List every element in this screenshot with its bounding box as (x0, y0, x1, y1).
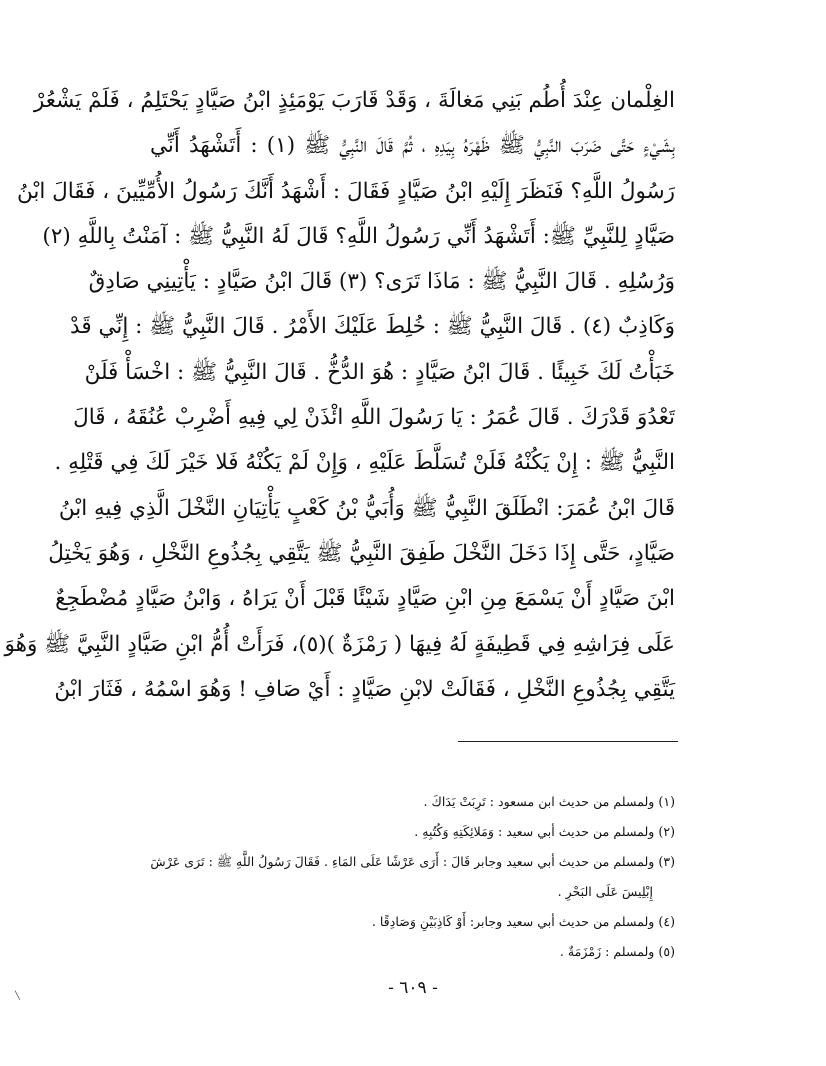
text-line: ابْنَ صَيَّادٍ أَنْ يَسْمَعَ مِنِ ابْنِ صَيَّادٍ شَيْئًا قَبْلَ أَنْ يَرَاهُ ، وَابْنُ صَيَّادٍ مُضْطَجِعٌ (55, 586, 675, 612)
footnotes-section (140, 787, 675, 967)
scan-speck: ╲ (15, 991, 20, 1000)
text-line: عَلَى فِرَاشِهِ فِي قَطِيفَةٍ لَهُ فِيهَا ( رَمْزَةٌ )(٥)، فَرَأَتْ أُمُّ ابْنِ صَيَّادٍ النَّبِيَّ ﷺ وَهُوَ (4, 631, 675, 657)
text-line: قَالَ ابْنُ عُمَرَ: انْطَلَقَ النَّبِيُّ ﷺ وَأُبَيُّ بْنُ كَعْبٍ يَأْتِيَانِ النَّخْلَ الَّذِي فِيهِ ابْنُ (58, 495, 675, 521)
footnote-4: (٤) ولمسلم من حديث أبي سعيد وجابر: أَوْ كَاذِبَيْنِ وَصَادِقًا . (371, 914, 675, 929)
footnote-2: (٢) ولمسلم من حديث أبي سعيد : وَمَلائِكَتِهِ وَكُتُبِهِ . (414, 824, 675, 839)
text-line: النَّبِيُّ ﷺ : إِنْ يَكُنْهُ فَلَنْ تُسَلَّطَ عَلَيْهِ ، وَإِنْ لَمْ يَكُنْهُ فَلا خَيْرَ لَكَ فِي قَتْلِهِ . (54, 450, 675, 476)
text-line: صَيَّادٍ، حَتَّى إِذَا دَخَلَ النَّخْلَ طَفِقَ النَّبِيُّ ﷺ يَتَّقِي بِجُذُوعِ النَّخْلِ ، وَهُوَ يَخْتِلُ (48, 540, 675, 566)
text-line: خَبَأْتُ لَكَ خَبِيئًا . قَالَ ابْنُ صَيَّادٍ : هُوَ الدُّخُّ . قَالَ النَّبِيُّ ﷺ : اخْسَأْ فَلَنْ (84, 359, 675, 385)
footnote-3: (٣) ولمسلم من حديث أبي سعيد وجابر قَالَ : أَرَى عَرْشًا عَلَى المَاءِ . فَقَالَ رَسُولُ اللَّهِ ﷺ : تَرَى عَرْشَ (150, 854, 675, 869)
text-line: يَتَّقِي بِجُذُوعِ النَّخْلِ ، فَقَالَتْ لابْنِ صَيَّادٍ : أَيْ صَافِ ! وَهُوَ اسْمُهُ ، فَثَارَ ابْنُ (54, 676, 675, 702)
text-line: الغِلْمان عِنْدَ أُطُم بَنِي مَغالَةَ ، وَقَدْ قَارَبَ يَوْمَئِذٍ ابْنُ صَيَّادٍ يَحْتَلِمُ ، فَلَمْ يَشْعُرْ (33, 88, 675, 113)
footnote-divider (458, 741, 678, 742)
text-line: وَرُسُلِهِ . قَالَ النَّبِيُّ ﷺ : مَاذَا تَرَى؟ (٣) قَالَ ابْنُ صَيَّادٍ : يَأْتِينِي صَادِقٌ (88, 269, 675, 295)
text-line: صَيَّادٍ لِلنَّبِيِّ ﷺ: أَتَشْهَدُ أَنِّي رَسُولُ اللَّهِ؟ قَالَ لَهُ النَّبِيُّ ﷺ : آمَنْتُ بِاللَّهِ (٢) (42, 223, 675, 249)
footnote-1: (١) ولمسلم من حديث ابن مسعود : تَرِبَتْ يَدَاكَ . (423, 794, 675, 809)
text-line: وَكَاذِبٌ (٤) . قَالَ النَّبِيُّ ﷺ : خُلِطَ عَلَيْكَ الأَمْرُ . قَالَ النَّبِيُّ ﷺ : إِنِّي قَدْ (70, 314, 675, 340)
page-number: - ٦٠٩ - (388, 978, 438, 998)
main-text-body (4, 78, 675, 712)
footnote-5: (٥) ولمسلم : زَمْزَمَةٌ . (559, 944, 675, 959)
footnote-3-continuation: إِبْلِيسَ عَلَى البَحْرِ . (557, 884, 653, 899)
text-line: بِشَيْءٍ حَتَّى ضَرَبَ النَّبِيُّ ﷺ ظَهْرَهُ بِيَدِهِ ، ثُمَّ قَالَ النَّبِيُّ ﷺ (١) : أَتَشْهَدُ أَنِّي (150, 133, 675, 159)
text-line: رَسُولُ اللَّهِ؟ فَنَظَرَ إِلَيْهِ ابْنُ صَيَّادٍ فَقَالَ : أَشْهَدُ أَنَّكَ رَسُولُ الأُمِّيِّينَ ، فَقَالَ ابْنُ (16, 178, 675, 204)
text-line: تَعْدُوَ قَدْرَكَ . قَالَ عُمَرُ : يَا رَسُولَ اللَّهِ ائْذَنْ لِي فِيهِ أَضْرِبْ عُنُقَهُ ، قَالَ (73, 405, 675, 431)
